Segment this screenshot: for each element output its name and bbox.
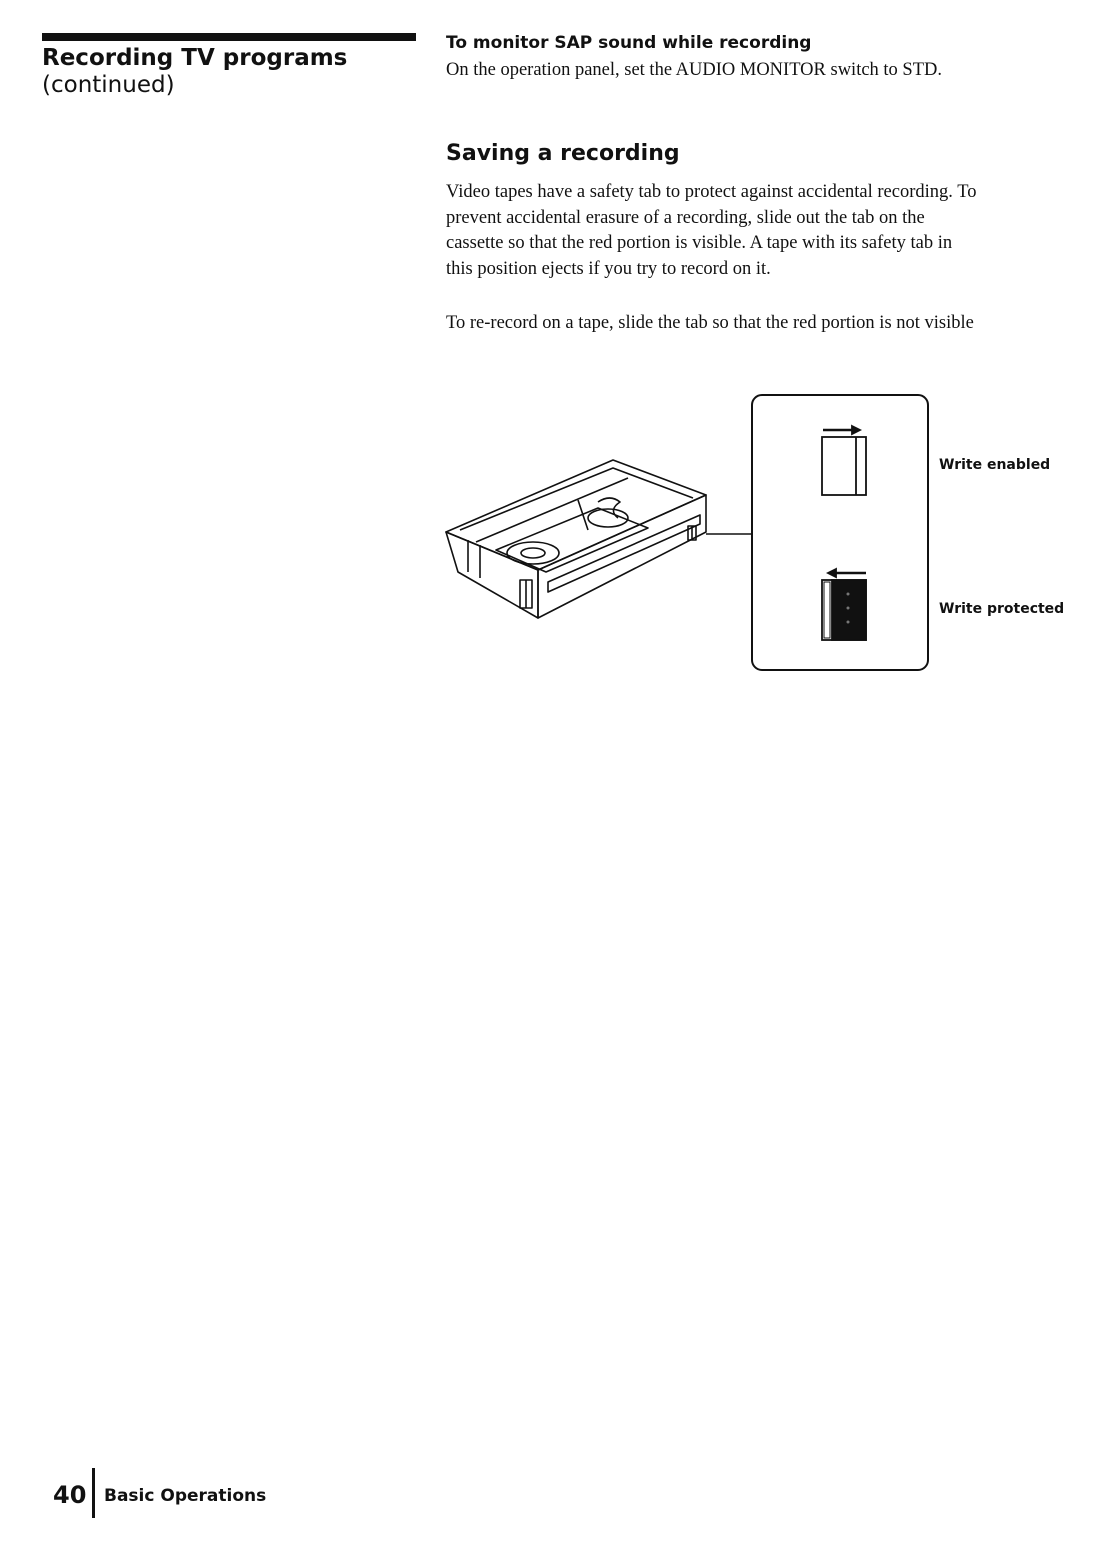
write-protected-tab-icon (822, 569, 866, 640)
write-enabled-label: Write enabled (939, 457, 1051, 473)
saving-line: cassette so that the red portion is visible. A tape with its safety tab in (446, 233, 953, 253)
saving-line: this position ejects if you try to record on it. (446, 258, 771, 279)
saving-line: Video tapes have a safety tab to protect against accidental recording. To (446, 182, 977, 202)
cassette-safety-tab-diagram (438, 390, 938, 675)
footer-divider (92, 1468, 95, 1518)
page-subtitle: (continued) (42, 72, 175, 98)
saving-heading: Saving a recording (446, 141, 680, 166)
sap-heading: To monitor SAP sound while recording (446, 33, 812, 53)
vhs-cassette-illustration (446, 460, 752, 618)
saving-paragraph-1 (446, 180, 1086, 282)
sap-body: On the operation panel, set the AUDIO MONITOR switch to STD. (446, 60, 943, 80)
header-rule (42, 33, 416, 41)
write-protected-label: Write protected (939, 601, 1065, 617)
page-title: Recording TV programs (42, 45, 348, 71)
page-number: 40 (53, 1481, 87, 1509)
write-enabled-tab-icon (822, 426, 866, 495)
saving-paragraph-2: To re-record on a tape, slide the tab so that the red portion is not visible (446, 313, 974, 333)
footer-section-label: Basic Operations (104, 1486, 267, 1506)
saving-line: prevent accidental erasure of a recording, slide out the tab on the (446, 207, 925, 228)
